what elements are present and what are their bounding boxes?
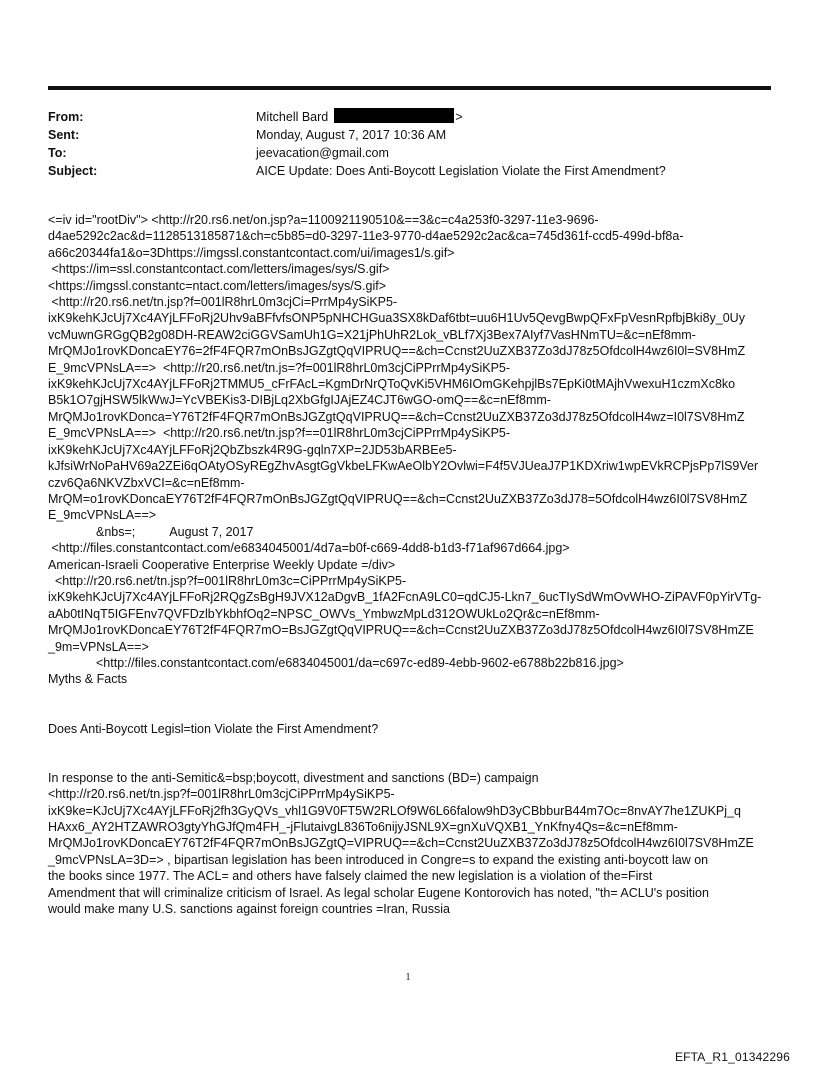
body-line: MrQMJo1rovKDoncaEY76T2fF4FQR7mO=BsJGZgtQqVIPRUQ==&ch=Ccnst2UuZXB37Zo3dJ78z5OfdcolH4wz6I0l7SV8HmZE [48, 623, 754, 638]
body-line: ixK9kehKJcUj7Xc4AYjLFFoRj2RQgZsBgH9JVX12aDgvB_1fA2FcnA9LC0=qdCJ5-Lkn7_6ucTIySdWmOvWHO-ZiPAVF0pYirVTg- [48, 590, 762, 605]
body-line: B5k1O7gjHSW5lkWwJ=YcVBEKis3-DIBjLq2XbGfgIJAjEZ4CJT6wGO-omQ==&c=nEf8mm- [48, 393, 551, 408]
sent-label: Sent: [48, 128, 80, 142]
body-line: kJfsiWrNoPaHV69a2ZEi6qOAtyOSyREgZhvAsgtGgVkbeLFKwAeOlbY2Ovlwi=F4f5VJUeaJ7P1KDXriw1wpEVkRCPjsPp7lS9Ver [48, 459, 759, 474]
body-line: aAb0tINqT5IGFEnv7QVFDzlbYkbhfOq2=NPSC_OWVs_YmbwzMpLd312OWUkLo2Qr&c=nEf8mm- [48, 606, 600, 621]
body-line: MrQMJo1rovKDoncaEY76T2fF4FQR7mOnBsJGZgtQ=VIPRUQ==&ch=Ccnst2UuZXB37Zo3dJ78z5OfdcolH4wz6I0l7SV8HmZE [48, 836, 754, 851]
body-line: vcMuwnGRGgQB2g08DH-REAW2ciGGVSamUh1G=X21jPhUhR2Lok_vBLf7Xj3Bex7AIyf7VasHNmTU=&c=nEf8mm- [48, 327, 696, 342]
page-number: 1 [405, 972, 411, 983]
spacer [48, 737, 778, 770]
question-line: Does Anti-Boycott Legisl=tion Violate the First Amendment? [48, 721, 379, 736]
to-row [48, 144, 771, 162]
body-line: E_9mcVPNsLA==> <http://r20.rs6.net/tn.js=?f=001lR8hrL0m3cjCiPPrrMp4ySiKP5- [48, 360, 511, 375]
date-line: &nbs=; August 7, 2017 [96, 524, 254, 539]
body-block-3 [48, 770, 778, 918]
body-block-2 [48, 540, 778, 655]
from-label: From: [48, 110, 84, 124]
from-suffix: > [455, 110, 463, 124]
body-line: <https://imgssl.constantc=ntact.com/letters/images/sys/S.gif> [48, 278, 386, 293]
body-line: <=iv id="rootDiv"> <http://r20.rs6.net/on.jsp?a=1100921190510&==3&c=c4a253f0-3297-11e3-9696- [48, 213, 599, 227]
body-line: _9m=VPNsLA==> [48, 639, 149, 654]
bates-number: EFTA_R1_01342296 [674, 1050, 790, 1064]
body-line: d4ae5292c2ac&d=1128513185871&ch=c5b85=d0-3297-11e3-9770-d4ae5292c2ac&ca=745d361f-ccd5-499d-bf8a- [48, 229, 684, 244]
body-line: would make many U.S. sanctions against foreign countries =Iran, Russia [48, 902, 450, 917]
redaction-block [334, 108, 454, 123]
to-value: jeevacation@gmail.com [256, 146, 389, 160]
body-block-1 [48, 212, 778, 524]
body-line: Amendment that will criminalize criticism of Israel. As legal scholar Eugene Kontorovich has noted, "th= ACLU's position [48, 885, 709, 900]
subject-value: AICE Update: Does Anti-Boycott Legislation Violate the First Amendment? [256, 164, 666, 178]
sent-value: Monday, August 7, 2017 10:36 AM [256, 128, 447, 142]
header-rule [48, 86, 771, 90]
body-line: American-Israeli Cooperative Enterprise Weekly Update =/div> [48, 557, 396, 572]
body-line: a66c20344fa1&o=3Dhttps://imgssl.constantcontact.com/ui/images1/s.gif> [48, 245, 455, 260]
body-line: _9mcVPNsLA=3D=> , bipartisan legislation has been introduced in Congre=s to expand the existing anti-boycott law on [48, 852, 709, 867]
subject-label: Subject: [48, 164, 98, 178]
body-line: E_9mcVPNsLA==> <http://r20.rs6.net/tn.jsp?f==01lR8hrL0m3cjCiPPrrMp4ySiKP5- [48, 426, 511, 441]
body-line: <http://r20.rs6.net/tn.jsp?f=001lR8hrL0m3c=CiPPrrMp4ySiKP5- [48, 573, 407, 588]
body-line: HAxx6_AY2HTZAWRO3gtyYhGJfQm4FH_-jFlutaivgL836To6nijyJSNL9X=gnXuVQXB1_YnKfny4Qs=&c=nEf8mm- [48, 820, 678, 834]
body-line: ixK9kehKJcUj7Xc4AYjLFFoRj2Uhv9aBFfvfsONP5pNHCHGua3SX8kDaf6tbt=uu6H1Uv5QevgBwpQFxFpVesnRpfbjBki8y_0Uy [48, 311, 745, 326]
body-line: E_9mcVPNsLA==> [48, 508, 157, 523]
body-line: ixK9kehKJcUj7Xc4AYjLFFoRj2QbZbszk4R9G-gqln7XP=2JD53bARBEe5- [48, 442, 457, 457]
body-line: In response to the anti-Semitic&=bsp;boycott, divestment and sanctions (BD=) campaign [48, 770, 539, 785]
body-line: ixK9ke=KJcUj7Xc4AYjLFFoRj2fh3GyQVs_vhl1G9V0FT5W2RLOf9W6L66falow9hD3yCBbburB44m7Oc=8nvAY7he1ZUKPj_q [48, 803, 741, 818]
body-line: <http://r20.rs6.net/tn.jsp?f=001lR8hrL0m3cjCi=PrrMp4ySiKP5- [48, 295, 398, 310]
sent-row [48, 126, 771, 144]
body-line: <http://files.constantcontact.com/e6834045001/4d7a=b0f-c669-4dd8-b1d3-f71af967d664.jpg> [48, 541, 570, 556]
body-line: ixK9kehKJcUj7Xc4AYjLFFoRj2TMMU5_cFrFAcL=KgmDrNrQToQvKi5VHM6IOmGKehpjlBs7EpKi0tMAjhVwexuH1czmXc8ko [48, 377, 736, 392]
body-line: MrQMJo1rovKDoncaEY76=2fF4FQR7mOnBsJGZgtQqVIPRUQ==&ch=Ccnst2UuZXB37Zo3dJ78z5OfdcolH4wz6I0l=SV8HmZ [48, 344, 746, 359]
from-value [256, 108, 771, 126]
body-line: <https://im=ssl.constantcontact.com/letters/images/sys/S.gif> [48, 262, 390, 277]
body-line: <http://r20.rs6.net/tn.jsp?f=001lR8hrL0m3cjCiPPrrMp4ySiKP5- [48, 787, 395, 802]
body-line: czv6Qa6NKVZbxVCI=&c=nEf8mm- [48, 475, 245, 490]
email-header [48, 108, 771, 180]
myths-facts-line: Myths & Facts [48, 672, 128, 687]
from-row [48, 108, 771, 126]
spacer [48, 688, 778, 721]
body-line: MrQM=o1rovKDoncaEY76T2fF4FQR7mOnBsJGZgtQqVIPRUQ==&ch=Ccnst2UuZXB37Zo3dJ78=5OfdcolH4wz6I0l7SV8HmZ [48, 491, 748, 506]
body-line: the books since 1977. The ACL= and others have falsely claimed the new legislation is a violation of the=First [48, 869, 653, 884]
email-body [48, 212, 778, 917]
body-line: MrQMJo1rovKDonca=Y76T2fF4FQR7mOnBsJGZgtQqVIPRUQ==&ch=Ccnst2UuZXB37Zo3dJ78z5OfdcolH4wz=I0l7SV8HmZ [48, 409, 745, 424]
to-label: To: [48, 146, 67, 160]
image-link-line: <http://files.constantcontact.com/e6834045001/da=c697c-ed89-4ebb-9602-e6788b22b816.jpg> [96, 655, 624, 670]
sender-name: Mitchell Bard [256, 110, 329, 124]
subject-row [48, 162, 771, 180]
